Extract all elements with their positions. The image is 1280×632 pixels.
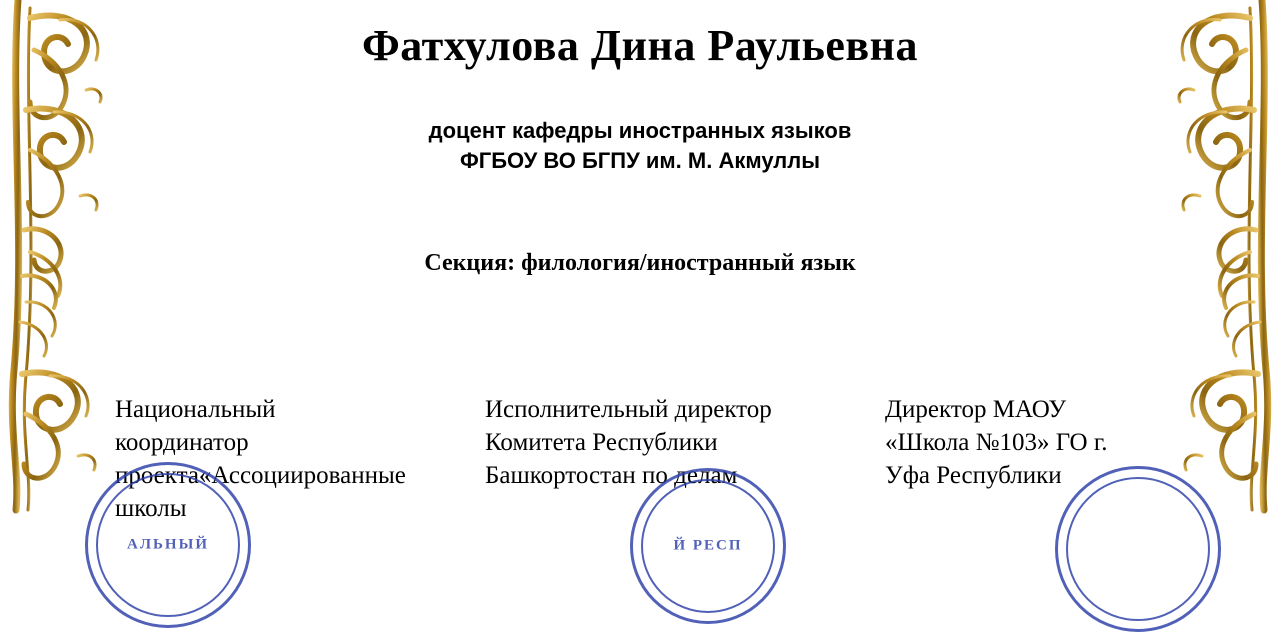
signatory-3-line-1: Директор МАОУ: [885, 396, 1067, 423]
stamp-2-text: Й РЕСП: [673, 537, 743, 554]
signatory-1-line-3: школы: [115, 495, 187, 522]
signatory-2-line-3: Башкортостан по делам: [485, 462, 738, 489]
signatory-1-line-1: Национальный координатор: [115, 396, 276, 456]
recipient-position: [150, 116, 1130, 175]
stamp-3-inner-ring: [1066, 477, 1210, 621]
section-label: Секция: филология/иностранный язык: [424, 249, 856, 276]
official-stamp-3: [1055, 466, 1221, 632]
position-line-1: доцент кафедры иностранных языков: [428, 118, 852, 144]
signatory-1-line-2: проекта«Ассоциированные: [115, 462, 406, 489]
certificate-content: [150, 0, 1130, 279]
signatory-3-line-2: «Школа №103» ГО г.: [885, 429, 1108, 456]
signatory-column-2: [485, 393, 815, 492]
signatory-3-line-3: Уфа Республики: [885, 462, 1062, 489]
stamp-1-text: АЛЬНЫЙ: [127, 536, 209, 553]
official-stamp-2: [630, 468, 786, 624]
official-stamp-1: [85, 462, 251, 628]
signatory-2-line-2: Комитета Республики: [485, 429, 718, 456]
signatory-2-line-1: Исполнительный директор: [485, 396, 772, 423]
recipient-name: Фатхулова Дина Раульевна: [362, 21, 918, 70]
position-line-2: ФГБОУ ВО БГПУ им. М. Акмуллы: [459, 148, 821, 174]
